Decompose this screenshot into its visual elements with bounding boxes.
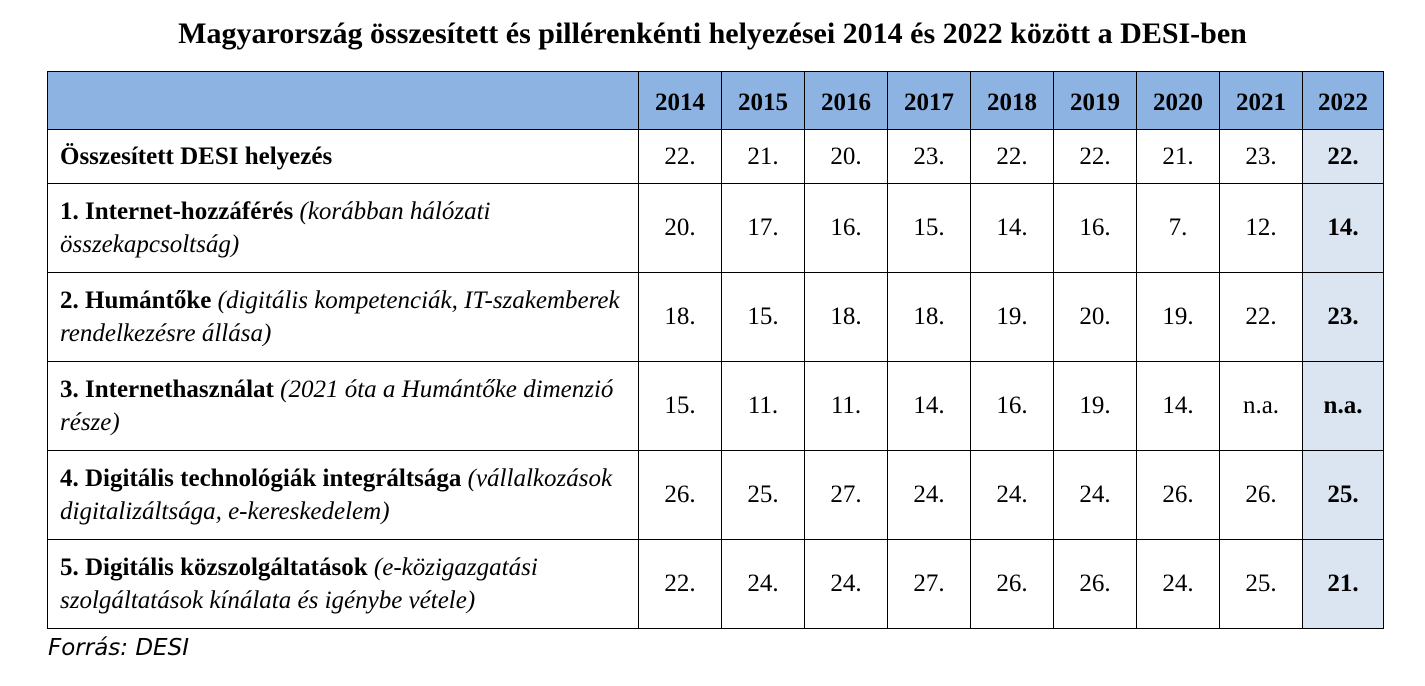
rank-cell: 15.	[722, 273, 805, 362]
year-header: 2017	[888, 72, 971, 130]
rank-cell: 22.	[971, 130, 1054, 184]
row-label: 5. Digitális közszolgáltatások	[60, 554, 368, 581]
table-row	[48, 362, 1384, 451]
rank-cell: 11.	[722, 362, 805, 451]
rank-cell: 26.	[1054, 540, 1137, 629]
rank-cell-2022: 14.	[1303, 184, 1384, 273]
rank-cell: 22.	[1054, 130, 1137, 184]
table-row	[48, 130, 1384, 184]
rank-cell: 15.	[639, 362, 722, 451]
rank-cell: 24.	[888, 451, 971, 540]
rank-cell: 16.	[971, 362, 1054, 451]
rank-cell: 27.	[888, 540, 971, 629]
rank-cell: 20.	[1054, 273, 1137, 362]
rank-cell: 19.	[1137, 273, 1220, 362]
rank-cell-2022: 25.	[1303, 451, 1384, 540]
rank-cell: 21.	[722, 130, 805, 184]
rank-cell: 20.	[805, 130, 888, 184]
rank-cell: 24.	[722, 540, 805, 629]
row-note: (digitális kompetenciák, IT-szakemberek rendelkezésre állása)	[60, 287, 620, 347]
row-label: 4. Digitális technológiák integráltsága	[60, 465, 462, 492]
row-label: 1. Internet-hozzáférés	[60, 198, 294, 225]
rank-cell: 11.	[805, 362, 888, 451]
rank-cell: 18.	[805, 273, 888, 362]
year-header: 2019	[1054, 72, 1137, 130]
rank-cell: 22.	[639, 130, 722, 184]
rank-cell: 25.	[722, 451, 805, 540]
source-note: Forrás: DESI	[48, 635, 189, 661]
rank-cell: 15.	[888, 184, 971, 273]
table-row	[48, 184, 1384, 273]
desi-ranking-table	[47, 71, 1384, 629]
row-note: (e-közigazgatási szolgáltatások kínálata és igénybe vétele)	[60, 554, 538, 614]
header-row	[48, 72, 1384, 130]
row-note: (vállalkozások digitalizáltsága, e-kereskedelem)	[60, 465, 613, 525]
rank-cell-2022: 22.	[1303, 130, 1384, 184]
rank-cell: 22.	[639, 540, 722, 629]
header-corner-cell	[48, 72, 639, 130]
row-label-cell	[48, 184, 639, 273]
rank-cell: 24.	[805, 540, 888, 629]
rank-cell: 24.	[1054, 451, 1137, 540]
row-label-cell	[48, 362, 639, 451]
year-header: 2022	[1303, 72, 1384, 130]
row-note: (korábban hálózati összekapcsoltság)	[60, 198, 491, 258]
year-header: 2016	[805, 72, 888, 130]
rank-cell-2022: 23.	[1303, 273, 1384, 362]
table-row	[48, 273, 1384, 362]
rank-cell: 14.	[1137, 362, 1220, 451]
rank-cell: 19.	[1054, 362, 1137, 451]
year-header: 2020	[1137, 72, 1220, 130]
rank-cell: 24.	[971, 451, 1054, 540]
year-header: 2018	[971, 72, 1054, 130]
rank-cell: 14.	[888, 362, 971, 451]
rank-cell: 17.	[722, 184, 805, 273]
rank-cell: 23.	[888, 130, 971, 184]
rank-cell: 26.	[639, 451, 722, 540]
row-label-cell	[48, 451, 639, 540]
rank-cell: 26.	[1137, 451, 1220, 540]
table-row	[48, 451, 1384, 540]
rank-cell: 26.	[971, 540, 1054, 629]
rank-cell-2022: 21.	[1303, 540, 1384, 629]
rank-cell: 16.	[805, 184, 888, 273]
row-label: Összesített DESI helyezés	[60, 143, 333, 170]
rank-cell: 14.	[971, 184, 1054, 273]
table-title: Magyarország összesített és pillérenkénti helyezései 2014 és 2022 között a DESI-ben	[178, 17, 1247, 50]
row-label-cell	[48, 540, 639, 629]
rank-cell: 18.	[639, 273, 722, 362]
row-label: 2. Humántőke	[60, 287, 212, 314]
rank-cell: 22.	[1220, 273, 1303, 362]
rank-cell: 19.	[971, 273, 1054, 362]
rank-cell: 7.	[1137, 184, 1220, 273]
rank-cell: 12.	[1220, 184, 1303, 273]
rank-cell: 24.	[1137, 540, 1220, 629]
year-header: 2015	[722, 72, 805, 130]
rank-cell: 23.	[1220, 130, 1303, 184]
rank-cell: 18.	[888, 273, 971, 362]
row-label-cell	[48, 130, 639, 184]
rank-cell: 16.	[1054, 184, 1137, 273]
rank-cell: 20.	[639, 184, 722, 273]
rank-cell: 26.	[1220, 451, 1303, 540]
rank-cell: n.a.	[1220, 362, 1303, 451]
year-header: 2021	[1220, 72, 1303, 130]
year-header: 2014	[639, 72, 722, 130]
row-label: 3. Internethasználat	[60, 376, 274, 403]
rank-cell: 27.	[805, 451, 888, 540]
row-label-cell	[48, 273, 639, 362]
rank-cell: 25.	[1220, 540, 1303, 629]
row-note: (2021 óta a Humántőke dimenzió része)	[60, 376, 614, 436]
rank-cell: 21.	[1137, 130, 1220, 184]
rank-cell-2022: n.a.	[1303, 362, 1384, 451]
table-row	[48, 540, 1384, 629]
